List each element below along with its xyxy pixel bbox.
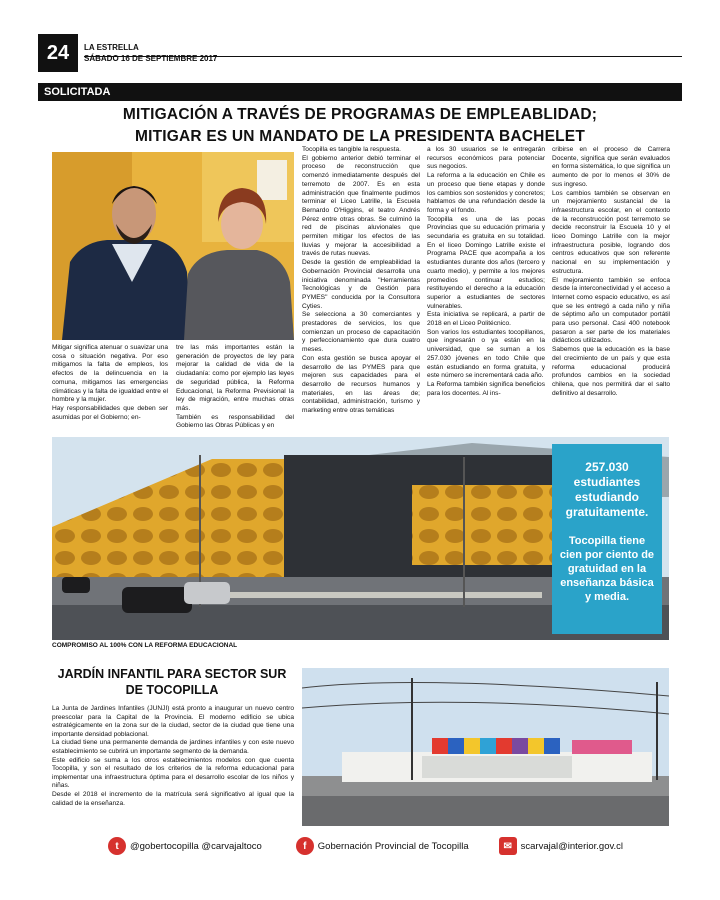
twitter-handles: @gobertocopilla @carvajaltoco: [130, 840, 262, 852]
email-icon: ✉: [499, 837, 517, 855]
subarticle-paragraph: La ciudad tiene una permanente demanda de jardines infantiles y con este nuevo establecimiento se cubrirá un importante segmento de la demanda.: [52, 739, 294, 755]
infobox-students: 257.030 estudiantes estudiando gratuitamente.: [565, 460, 649, 519]
article-paragraph: La reforma a la educación en Chile es un proceso que tiene etapas y donde los cambios son sostenidos y concretos; hablamos de una refundación desde la forma y el fondo.: [427, 172, 545, 214]
article-paragraph: Desde la gestión de empleabilidad la Gobernación Provincial desarrolla una iniciativa denominada "Herramientas Tecnológicas y de Gestión para PYMES" conducida por la Consultora Cyties.: [302, 259, 420, 310]
article-paragraph: tre las más importantes están la generación de proyectos de ley para mejorar la calidad de vida de la ciudadanía: como por ejemplo las leyes de seguridad pública, la Reforma Educacional, la Reforma Previsional la ley de migración, entre muchas otras más.: [176, 344, 294, 412]
article-paragraph: Tocopilla es una de las pocas Provincias que su educación primaria y secundaria es gratuita en su totalidad. En el liceo Domingo Latrille existe el Programa PACE que acompaña a los estudiantes durante dos años (tercero y cuarto medio), y permite a los mejores promedios continuar estudios; restituyendo el derecho a la educación superior a estudiantes de sectores vulnerables.: [427, 215, 545, 310]
article-paragraph: El mejoramiento también se enfoca desde la interconectividad y el acceso a Internet como espacio educativo, es así que se les entregó a cada niño y niña de séptimo año un computador portátil para uso personal. Casi 400 notebook pasaron a ser parte de los materiales didácticos utilizados.: [552, 276, 670, 345]
article-paragraph: Sabemos que la educación es la base del crecimiento de un país y que esta reforma educacional producirá profundos cambios en la sociedad chilena, que nos permitirá dar el salto definitivo al desarrollo.: [552, 346, 670, 397]
article-paragraph: El gobierno anterior debió terminar el proceso de reconstrucción que comenzó inmediatamente después del terremoto de 2007. Es en esta administración que finalmente pudimos terminar el Liceo Latrille, la Escuela Bernardo O'Higgins, el teatro Andrés Pérez entre otras obras. Se culminó la red de piscinas aluvionales que permiten mitigar los efectos de las lluvias y mejorar la accesibilidad a través de rutas nuevas.: [302, 154, 420, 258]
photo-kindergarten: [302, 668, 669, 826]
publication-date: SÁBADO 16 DE SEPTIEMBRE 2017: [84, 54, 218, 63]
page-number: 24: [38, 34, 78, 72]
footer-facebook[interactable]: [296, 837, 469, 855]
subarticle-paragraph: La Junta de Jardines Infantiles (JUNJI) está pronto a inaugurar un nuevo centro preescolar para la Capital de la Provincia. El moderno edificio se ubica estratégicamente en la zona sur de la ciudad, sector de la ciudad que tiene una importante densidad poblacional.: [52, 705, 294, 738]
article-paragraph: Tocopilla es tangible la respuesta.: [302, 146, 401, 153]
twitter-icon: t: [108, 837, 126, 855]
facebook-page: Gobernación Provincial de Tocopilla: [317, 840, 469, 852]
article-paragraph: Se selecciona a 30 comerciantes y prestadores de servicios, los que comienzan un proceso de capacitación y perfeccionamiento que dura cuatro meses.: [302, 311, 420, 354]
article-column-1: [52, 344, 168, 434]
article-paragraph: Son varios los estudiantes tocopillanos, que ingresarán o ya están en la universidad, que se suman a los 257.030 jóvenes en todo Chile que están estudiando en forma gratuita, y este número se incrementará cada año.: [427, 328, 545, 380]
article-column-5: [552, 146, 670, 436]
publication-name: LA ESTRELLA: [84, 43, 139, 52]
footer-email[interactable]: [499, 837, 623, 855]
article-paragraph: Con esta gestión se busca apoyar el desarrollo de las PYMES para que mejoren sus capacidades para el desarrollo de recursos humanos y materiales, en las áreas de; contabilidad, administración, turismo y marketing entre otras temáticas: [302, 354, 420, 415]
photo-caption: COMPROMISO AL 100% CON LA REFORMA EDUCACIONAL: [52, 642, 238, 649]
masthead: [84, 42, 217, 64]
email-address: scarvajal@interior.gov.cl: [520, 840, 624, 852]
facebook-icon: f: [296, 837, 314, 855]
infobox-gratuity: Tocopilla tiene cien por ciento de gratuidad en la enseñanza básica y media.: [559, 535, 655, 603]
article-paragraph: Hay responsabilidades que deben ser asumidas por el Gobierno; en-: [52, 404, 168, 421]
article-column-2: [176, 344, 294, 434]
article-paragraph: Mitigar significa atenuar o suavizar una cosa o situación negativa. Por eso mitigamos la falta de empleos, los efectos de la delincuencia en la comuna, mitigamos las emergencias climáticas y la falta de igualdad entre el hombre y la mujer.: [52, 344, 168, 404]
photo-officials: [52, 152, 294, 340]
headline-line-1: MITIGACIÓN A TRAVÉS DE PROGRAMAS DE EMPLEABLIDAD;: [122, 106, 598, 123]
photo-kindergarten-illustration: [302, 668, 669, 826]
subarticle-title: JARDÍN INFANTIL PARA SECTOR SUR DE TOCOPILLA: [57, 667, 287, 697]
article-paragraph: También es responsabilidad del Gobierno las Obras Públicas y en: [176, 413, 294, 430]
photo-officials-illustration: [52, 152, 294, 340]
headline: [50, 104, 670, 148]
article-column-4: [427, 146, 545, 436]
subarticle-body: [52, 705, 294, 827]
article-column-3: [302, 146, 420, 436]
footer-twitter[interactable]: [108, 837, 262, 855]
article-paragraph: Los cambios también se observan en un mejoramiento sustancial de la infraestructura escolar, en el contexto de la reconstrucción post terremoto se decide reconstruir la Escuela 10 y el liceo Domingo Latrille con la mejor infraestructura posible, logrando dos centros educativos que son referente nacional en su implementación y estructura.: [552, 189, 670, 275]
article-paragraph: cribirse en el proceso de Carrera Docente, significa que serán evaluados en forma sistemática, lo que significa un aumento de por lo menos el 30% de sus ingreso.: [552, 146, 670, 188]
article-paragraph: Esta iniciativa se replicará, a partir de 2018 en el Liceo Politécnico.: [427, 311, 545, 328]
headline-line-2: MITIGAR ES UN MANDATO DE LA PRESIDENTA BACHELET: [134, 128, 585, 145]
subarticle-paragraph: Desde el 2018 el incremento de la matrícula será significativo al igual que la calidad de la enseñanza.: [52, 790, 294, 807]
article-paragraph: a los 30 usuarios se le entregarán recursos económicos para potenciar sus negocios.: [427, 146, 545, 171]
header-rule: [84, 56, 682, 57]
section-label: SOLICITADA: [38, 83, 682, 101]
subarticle-paragraph: Este edificio se suma a los otros establecimientos modelos con que cuenta Tocopilla, y son el resultado de los criterios de la reforma educacional para implementar una infraestructura óptima para el desarrollo escolar de los niños y niñas.: [52, 756, 294, 790]
infobox-highlight: [552, 444, 662, 634]
article-paragraph: La Reforma también significa beneficios para los docentes. Al ins-: [427, 380, 545, 397]
footer-contacts: [38, 835, 682, 857]
